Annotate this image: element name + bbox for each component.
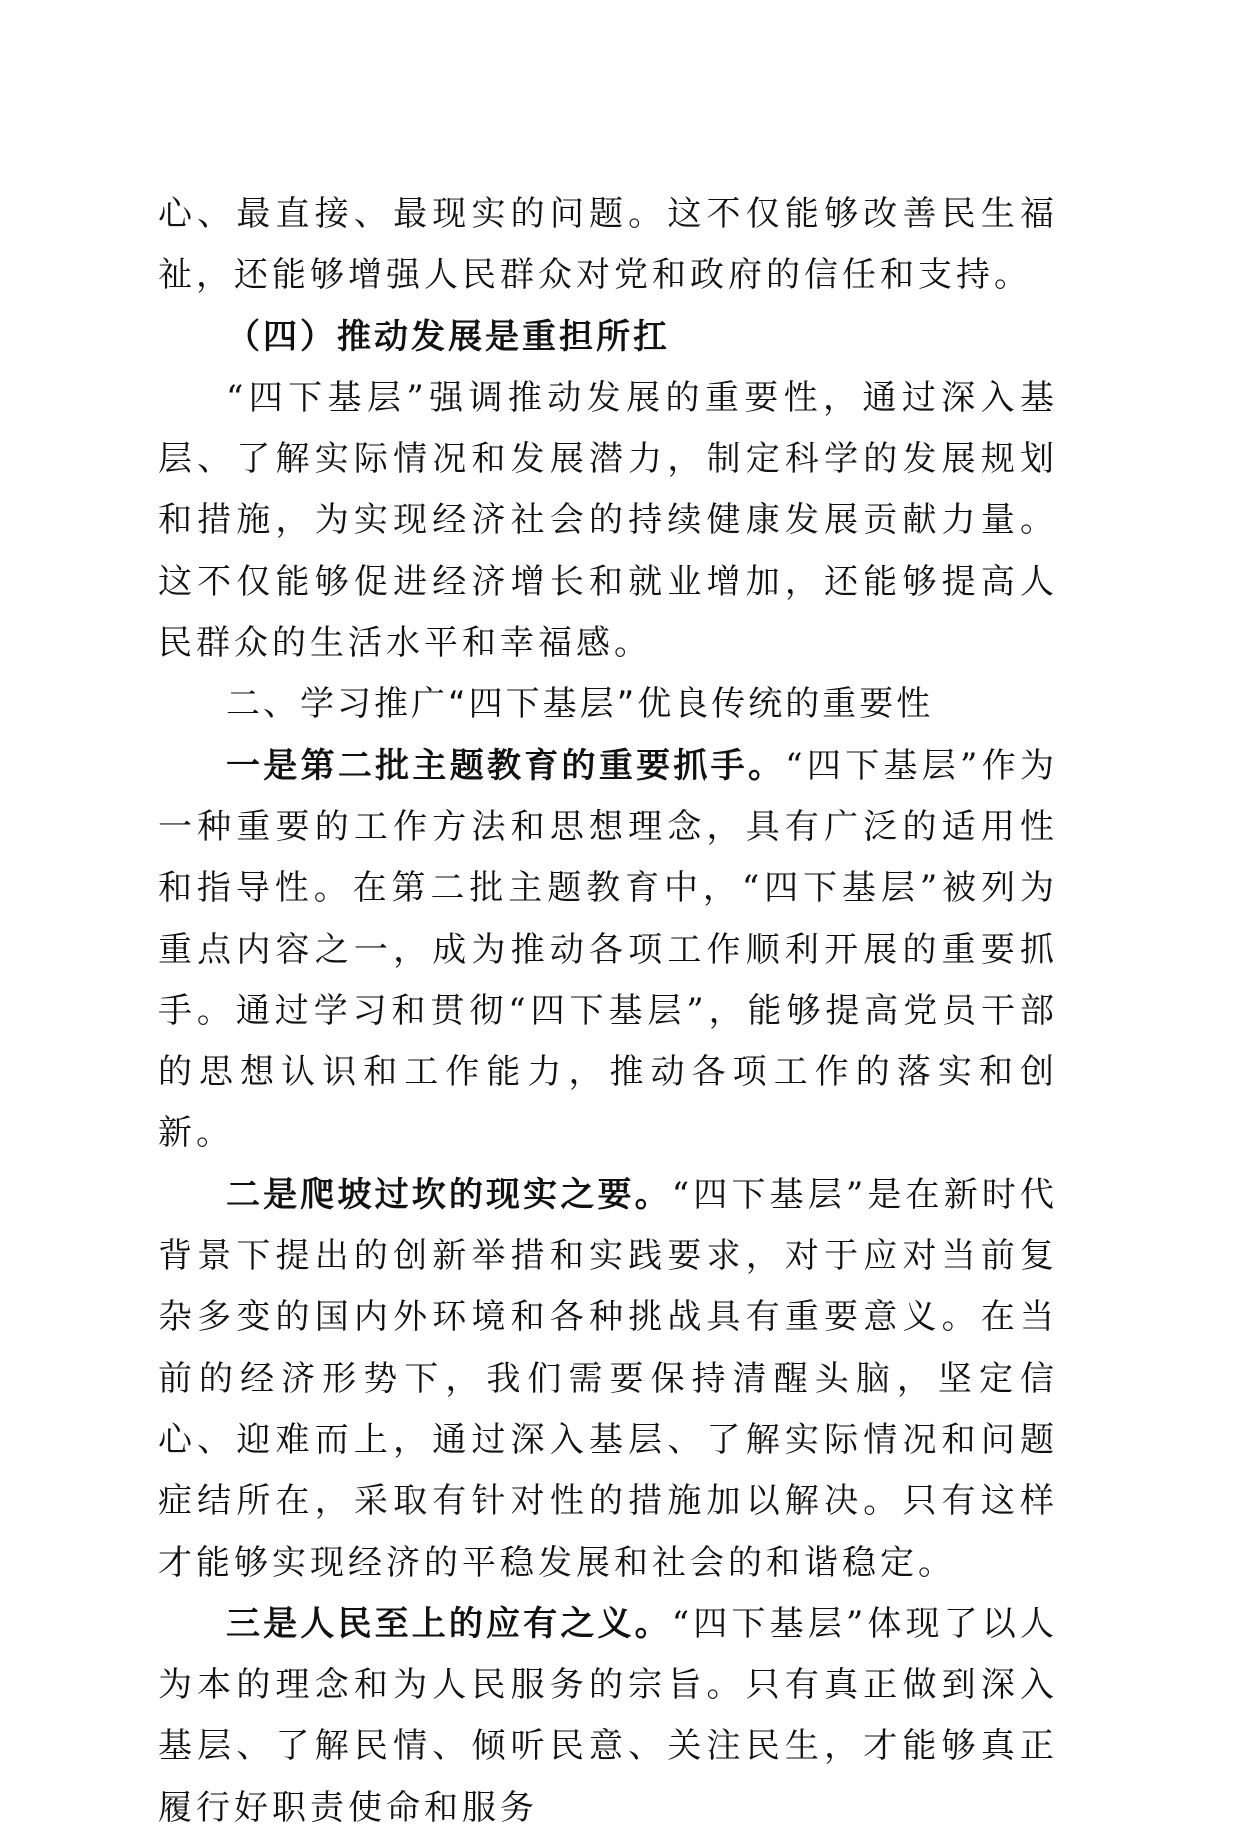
point-1-body: “四下基层”作为一种重要的工作方法和思想理念，具有广泛的适用性和指导性。在第二批主题教育中，“四下基层”被列为重点内容之一，成为推动各项工作顺利开展的重要抓手。通过学习和贯彻“四下基层”，能够提高党员干部的思想认识和工作能力，推动各项工作的落实和创新。 — [158, 745, 1058, 1154]
point-2-paragraph — [158, 1165, 1058, 1594]
point-3-paragraph — [158, 1594, 1058, 1839]
paragraph-development: “四下基层”强调推动发展的重要性，通过深入基层、了解实际情况和发展潜力，制定科学的发展规划和措施，为实现经济社会的持续健康发展贡献力量。这不仅能够促进经济增长和就业增加，还能够提高人民群众的生活水平和幸福感。 — [158, 377, 1058, 664]
point-3-lead: 三是人民至上的应有之义。 — [226, 1603, 672, 1644]
point-1-paragraph — [158, 736, 1058, 1165]
point-1-lead: 一是第二批主题教育的重要抓手。 — [226, 745, 786, 786]
point-2-lead: 二是爬坡过坎的现实之要。 — [226, 1174, 672, 1215]
section-heading-importance: 二、学习推广“四下基层”优良传统的重要性 — [226, 684, 934, 725]
document-body — [158, 184, 1058, 1839]
subheading-development: （四）推动发展是重担所扛 — [226, 316, 670, 357]
point-3-body: “四下基层”体现了以人为本的理念和为人民服务的宗旨。只有真正做到深入基层、了解民情、倾听民意、关注民生，才能够真正履行好职责使命和服务 — [158, 1603, 1058, 1828]
paragraph-continued: 心、最直接、最现实的问题。这不仅能够改善民生福祉，还能够增强人民群众对党和政府的信任和支持。 — [158, 194, 1058, 296]
point-2-body: “四下基层”是在新时代背景下提出的创新举措和实践要求，对于应对当前复杂多变的国内外环境和各种挑战具有重要意义。在当前的经济形势下，我们需要保持清醒头脑，坚定信心、迎难而上，通过深入基层、了解实际情况和问题症结所在，采取有针对性的措施加以解决。只有这样才能够实现经济的平稳发展和社会的和谐稳定。 — [158, 1174, 1058, 1583]
